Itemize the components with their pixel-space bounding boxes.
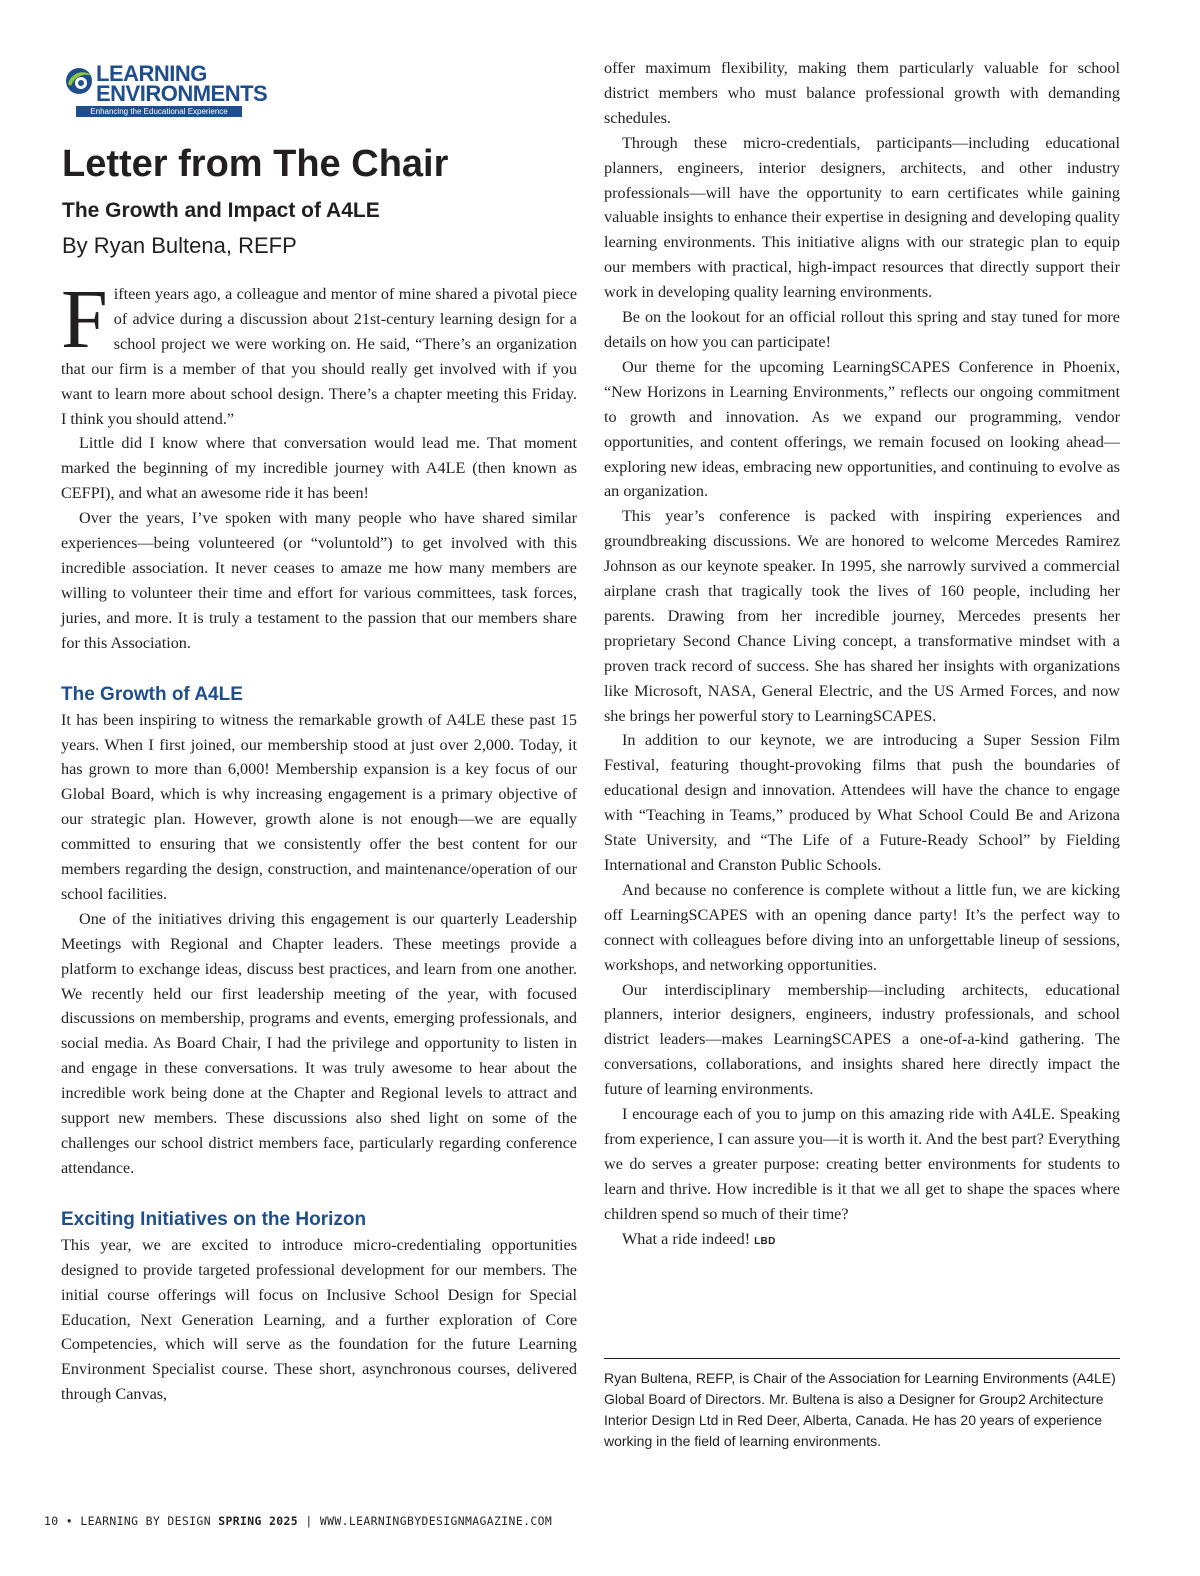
article-byline: By Ryan Bultena, REFP bbox=[62, 233, 297, 258]
body-paragraph: Over the years, I’ve spoken with many people who have shared similar experiences—being volunteered (or “voluntold”) to get involved with this incredible association. It never ceases to amaze me how many members are willing to volunteer their time and effort for various committees, task forces, juries, and more. It is truly a testament to the passion that our members share for this Association. bbox=[61, 509, 577, 652]
body-paragraph: It has been inspiring to witness the remarkable growth of A4LE these past 15 years. When I first joined, our membership stood at just over 2,000. Today, it has grown to more than 6,000! Membership expansion is a key focus of our Global Board, which is why increasing engagement is a primary objective of our strategic plan. However, growth alone is not enough—we are equally committed to ensuring that we consistently offer the best content for our members regarding the design, construction, and maintenance/operation of our school facilities. bbox=[61, 710, 577, 903]
logo-tagline: Enhancing the Educational Experience bbox=[76, 106, 242, 117]
footer-bullet: • bbox=[65, 1514, 74, 1528]
body-paragraph: I encourage each of you to jump on this amazing ride with A4LE. Speaking from experience, I can assure you—it is worth it. And the best part? Everything we do serves a greater purpose: creating better environments for students to learn and thrive. How incredible is it that we all get to shape the spaces where children spend so much of their time? bbox=[604, 1105, 1120, 1223]
end-mark: LBD bbox=[754, 1235, 776, 1247]
learning-environments-logo bbox=[62, 60, 268, 122]
body-paragraph: offer maximum flexibility, making them particularly valuable for school district members who must balance professional growth with demanding schedules. bbox=[604, 59, 1120, 127]
author-bio: Ryan Bultena, REFP, is Chair of the Association for Learning Environments (A4LE) Global Board of Directors. Mr. Bultena is also a Designer for Group2 Architecture Interior Design Ltd in Red Deer, Alberta, Canada. He has 20 years of experience working in the field of learning environments. bbox=[604, 1370, 1116, 1449]
body-paragraph: And because no conference is complete without a little fun, we are kicking off LearningSCAPES with an opening dance party! It’s the perfect way to connect with colleagues before diving into an unforgettable lineup of sessions, workshops, and networking opportunities. bbox=[604, 880, 1120, 974]
right-column bbox=[604, 56, 1120, 1255]
closing-text: What a ride indeed! bbox=[622, 1229, 751, 1248]
logo-line-1: LEARNING bbox=[96, 61, 207, 86]
footer-separator: | bbox=[305, 1514, 313, 1528]
body-paragraph: Be on the lookout for an official rollout this spring and stay tuned for more details on how you can participate! bbox=[604, 308, 1120, 351]
issue-label: SPRING 2025 bbox=[218, 1514, 299, 1528]
body-paragraph: Our interdisciplinary membership—including architects, educational planners, interior designers, engineers, industry professionals, and school district leaders—makes LearningSCAPES a one-of-a-kind gathering. The conversations, collaborations, and insights shared here directly impact the future of learning environments. bbox=[604, 980, 1120, 1099]
left-column bbox=[61, 273, 577, 1407]
website-link[interactable]: WWW.LEARNINGBYDESIGNMAGAZINE.COM bbox=[319, 1514, 553, 1528]
body-paragraph: One of the initiatives driving this engagement is our quarterly Leadership Meetings with Regional and Chapter leaders. These meetings provide a platform to exchange ideas, discuss best practices, and learn from one another. We recently held our first leadership meeting of the year, with focused discussions on membership, programs and events, emerging professionals, and social media. As Board Chair, I had the privilege and opportunity to listen in and engage in these conversations. It was truly awesome to hear about the incredible work being done at the Chapter and Regional levels to attract and support new members. These discussions also shed light on some of the challenges our school district members face, particularly regarding conference attendance. bbox=[61, 909, 577, 1177]
intro-text: ifteen years ago, a colleague and mentor of mine shared a pivotal piece of advice during a discussion about 21st-century learning design for a school project we were working on. He said, “There’s an organization that our firm is a member of that you should really get involved with if you want to learn more about school design. There’s a chapter meeting this Friday. I think you should attend.” bbox=[61, 285, 577, 428]
closing-paragraph bbox=[604, 1227, 1120, 1255]
globe-logo-icon bbox=[62, 64, 96, 98]
body-paragraph: In addition to our keynote, we are introducing a Super Session Film Festival, featuring thought-provoking films that push the boundaries of educational design and innovation. Attendees will have the chance to engage with “Teaching in Teams,” produced by What School Could Be and Arizona State University, and “The Life of a Future-Ready School” by Fielding International and Cranston Public Schools. bbox=[604, 731, 1120, 874]
article-subtitle: The Growth and Impact of A4LE bbox=[62, 199, 380, 222]
magazine-name: LEARNING BY DESIGN bbox=[80, 1514, 211, 1528]
drop-cap: F bbox=[61, 273, 108, 366]
body-paragraph: This year’s conference is packed with inspiring experiences and groundbreaking discussions. We are honored to welcome Mercedes Ramirez Johnson as our keynote speaker. In 1995, she narrowly survived a commercial airplane crash that tragically took the lives of 160 people, including her parents. Drawing from her incredible journey, Mercedes presents her proprietary Second Chance Living concept, a transformative mindset with a proven track record of success. She has shared her insights with organizations like Microsoft, NASA, General Electric, and the US Armed Forces, and now she brings her powerful story to LearningSCAPES. bbox=[604, 507, 1120, 725]
section-heading-initiatives: Exciting Initiatives on the Horizon bbox=[61, 1208, 367, 1230]
intro-paragraph bbox=[61, 273, 577, 431]
body-paragraph: Our theme for the upcoming LearningSCAPES Conference in Phoenix, “New Horizons in Learning Environments,” reflects our ongoing commitment to growth and innovation. As we expand our programming, vendor opportunities, and content offerings, we remain focused on looking ahead—exploring new ideas, embracing new opportunities, and continuing to evolve as an organization. bbox=[604, 357, 1120, 501]
bio-divider bbox=[604, 1358, 1120, 1359]
article-title: Letter from The Chair bbox=[62, 143, 449, 185]
body-paragraph: This year, we are excited to introduce micro-credentialing opportunities designed to provide targeted professional development for our members. The initial course offerings will focus on Inclusive School Design for Special Education, Next Generation Learning, and a further exploration of Core Competencies, which will serve as the foundation for the future Learning Environment Specialist course. These short, asynchronous courses, delivered through Canvas, bbox=[61, 1235, 577, 1404]
logo-line-2: ENVIRONMENTS bbox=[96, 81, 268, 106]
body-paragraph: Little did I know where that conversation would lead me. That moment marked the beginning of my incredible journey with A4LE (then known as CEFPI), and what an awesome ride it has been! bbox=[61, 434, 577, 503]
page-footer bbox=[44, 1514, 552, 1528]
page-number: 10 bbox=[44, 1514, 59, 1528]
section-heading-growth: The Growth of A4LE bbox=[61, 683, 243, 705]
body-paragraph: Through these micro-credentials, participants—including educational planners, engineers, interior designers, architects, and other industry professionals—will have the opportunity to earn certificates while gaining valuable insights to enhance their expertise in designing and developing quality learning environments. This initiative aligns with our strategic plan to equip our members with practical, high-impact resources that directly support their work in developing quality learning environments. bbox=[604, 133, 1120, 302]
